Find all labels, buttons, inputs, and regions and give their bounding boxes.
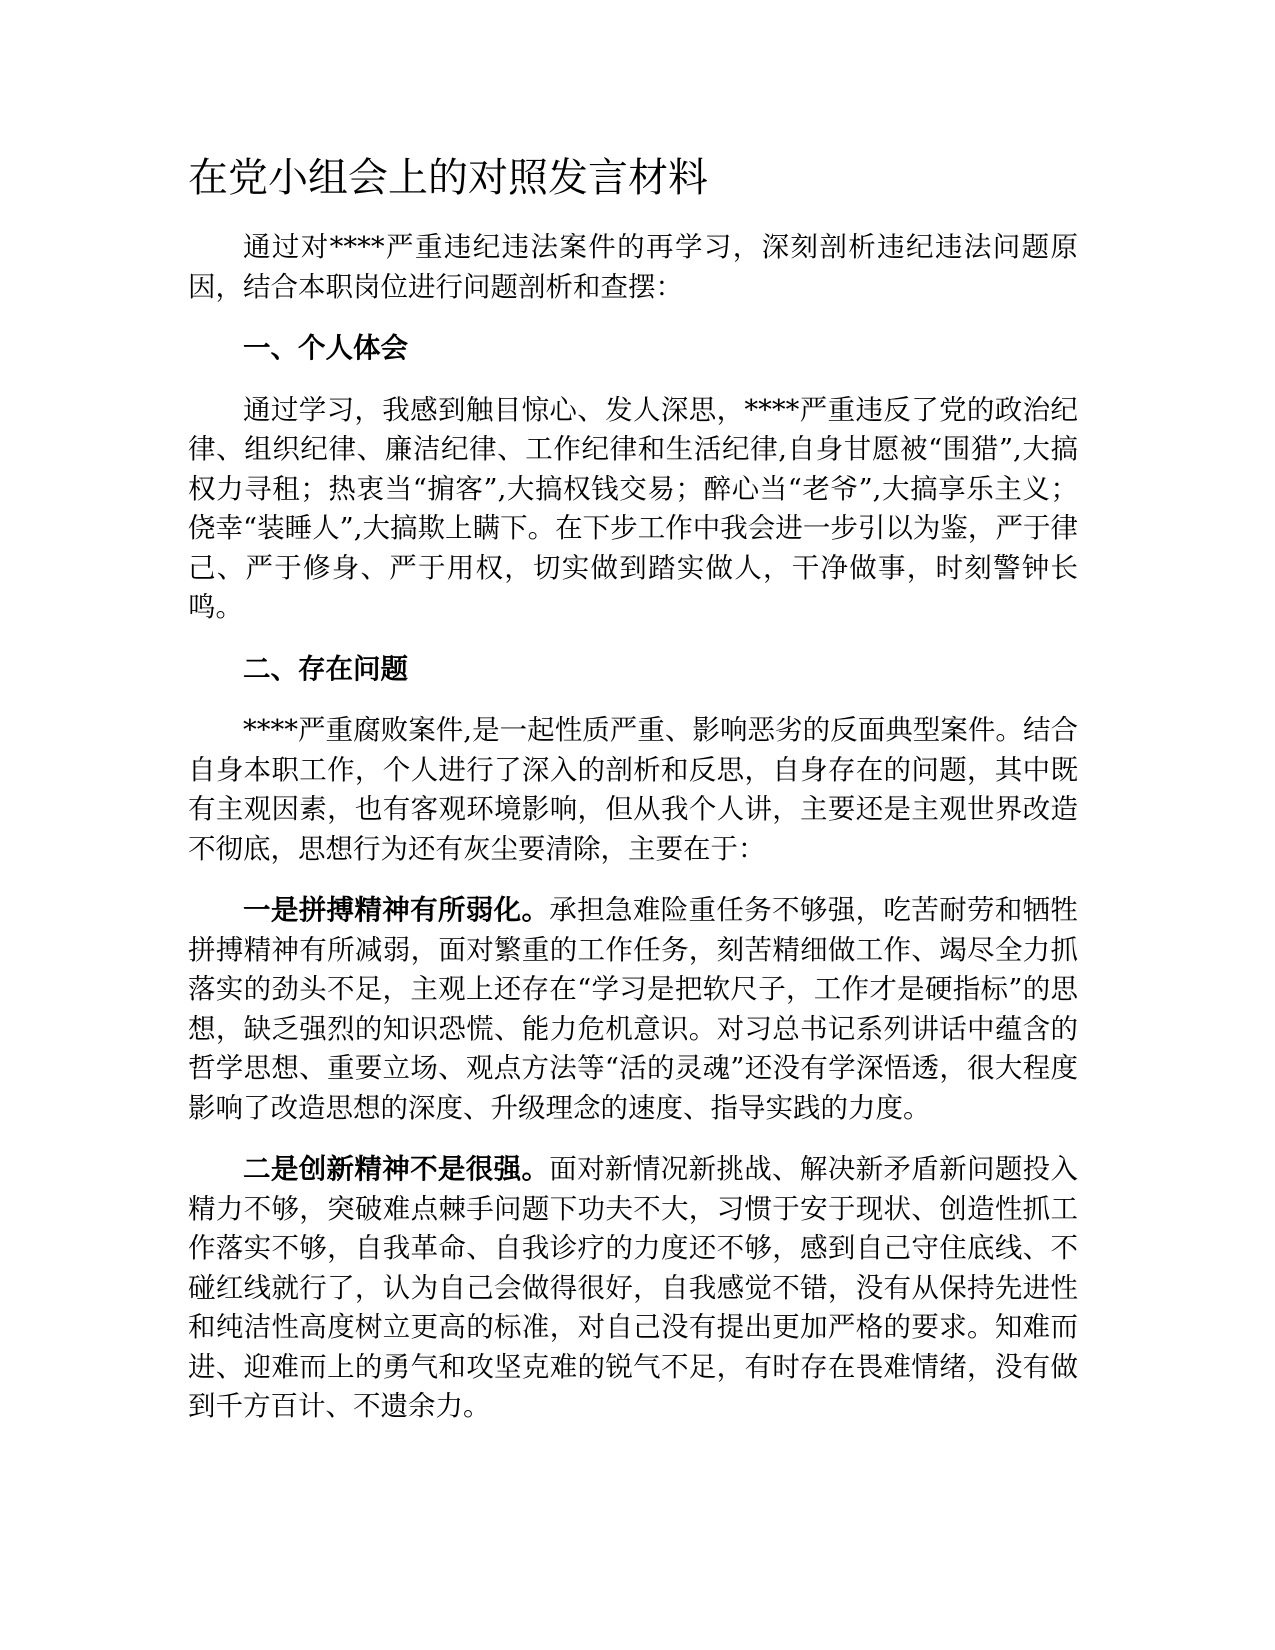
section-heading-existing-problems: 二、存在问题 xyxy=(243,652,408,685)
document-title: 在党小组会上的对照发言材料 xyxy=(188,155,708,201)
point-lead-2: 二是创新精神不是很强。 xyxy=(243,1153,550,1185)
section-heading-personal-experience: 一、个人体会 xyxy=(243,332,408,364)
point-text-1: 承担急难险重任务不够强，吃苦耐劳和牺牲拼搏精神有所减弱，面对繁重的工作任务，刻苦精细做工作、竭尽全力抓落实的劲头不足，主观上还存在“学习是把软尺子，工作才是硬指标”的思想，缺乏强烈的知识恐慌、能力危机意识。对习总书记系列讲话中蕴含的哲学思想、重要立场、观点方法等“活的灵魂”还没有学深悟透，很大程度影响了改造思想的深度、升级理念的速度、指导实践的力度。 xyxy=(188,894,1079,1124)
point-paragraph-2 xyxy=(188,1150,1078,1427)
point-paragraph-1 xyxy=(188,891,1078,1128)
point-text-2: 面对新情况新挑战、解决新矛盾新问题投入精力不够，突破难点棘手问题下功夫不大，习惯于安于现状、创造性抓工作落实不够，自我革命、自我诊疗的力度还不够，感到自己守住底线、不碰红线就行了，认为自己会做得很好，自我感觉不错，没有从保持先进性和纯洁性高度树立更高的标准，对自己没有提出更加严格的要求。知难而进、迎难而上的勇气和攻坚克难的锐气不足，有时存在畏难情绪，没有做到千方百计、不遗余力。 xyxy=(188,1153,1079,1422)
document-body xyxy=(188,148,1078,1449)
intro-paragraph: 通过对****严重违纪违法案件的再学习，深刻剖析违纪违法问题原因，结合本职岗位进行问题剖析和查摆： xyxy=(188,231,1078,303)
section-paragraph-personal-experience: 通过学习，我感到触目惊心、发人深思，****严重违反了党的政治纪律、组织纪律、廉洁纪律、工作纪律和生活纪律,自身甘愿被“围猎”,大搞权力寻租；热衷当“掮客”,大搞权钱交易；醉心当“老爷”,大搞享乐主义；侥幸“装睡人”,大搞欺上瞒下。在下步工作中我会进一步引以为鉴，严于律己、严于修身、严于用权，切实做到踏实做人，干净做事，时刻警钟长鸣。 xyxy=(188,393,1078,623)
point-lead-1: 一是拼搏精神有所弱化。 xyxy=(243,894,550,926)
section-paragraph-existing-problems: ****严重腐败案件,是一起性质严重、影响恶劣的反面典型案件。结合自身本职工作，个人进行了深入的剖析和反思，自身存在的问题，其中既有主观因素，也有客观环境影响，但从我个人讲，主要还是主观世界改造不彻底，思想行为还有灰尘要清除，主要在于： xyxy=(188,714,1078,865)
